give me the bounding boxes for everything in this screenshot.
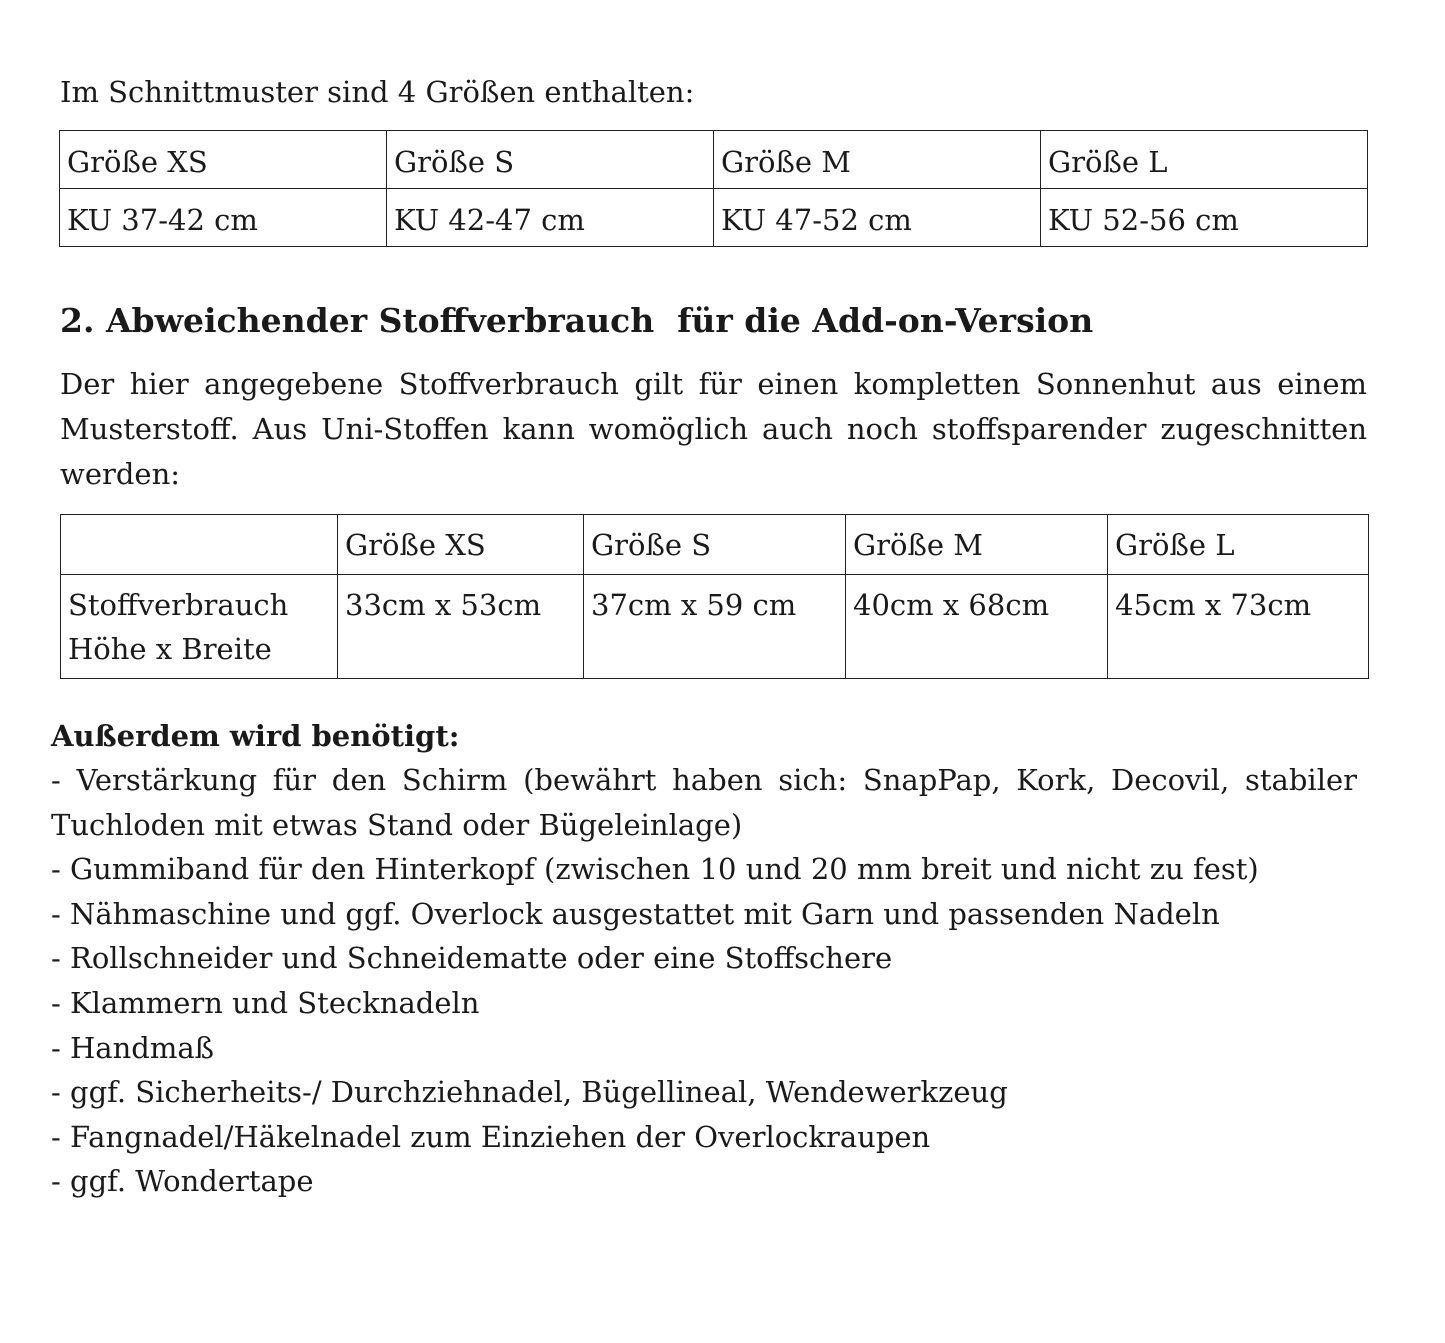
table-cell: Größe L <box>1108 515 1369 575</box>
requirements-title: Außerdem wird benötigt: <box>51 719 460 753</box>
table-cell: Größe S <box>387 131 714 189</box>
table-cell: KU 52-56 cm <box>1041 189 1368 247</box>
list-item: - Rollschneider und Schneidematte oder eine Stoffschere <box>51 941 893 976</box>
table-row <box>60 189 1368 247</box>
table-cell: Größe L <box>1041 131 1368 189</box>
paragraph-line: Der hier angegebene Stoffverbrauch gilt für einen kompletten Sonnenhut aus einem <box>60 367 1367 401</box>
row-label-line: Stoffverbrauch <box>68 588 289 622</box>
table-cell: Größe M <box>846 515 1108 575</box>
table-cell <box>61 515 338 575</box>
table-cell: Größe XS <box>338 515 584 575</box>
section-heading: 2. Abweichender Stoffverbrauch für die Add-on-Version <box>60 301 1094 340</box>
table-cell: KU 37-42 cm <box>60 189 387 247</box>
intro-text: Im Schnittmuster sind 4 Größen enthalten: <box>60 75 695 109</box>
list-item: - ggf. Sicherheits-/ Durchziehnadel, Bügellineal, Wendewerkzeug <box>51 1075 1008 1110</box>
paragraph-line: Musterstoff. Aus Uni-Stoffen kann womöglich auch noch stoffsparender zugeschnitten <box>60 412 1367 446</box>
description-paragraph <box>60 362 1367 497</box>
list-item: - Fangnadel/Häkelnadel zum Einziehen der Overlockraupen <box>51 1119 931 1154</box>
list-item: Tuchloden mit etwas Stand oder Bügeleinlage) <box>51 807 743 842</box>
table-row <box>61 515 1369 575</box>
table-cell: 40cm x 68cm <box>846 575 1108 679</box>
table-cell: KU 42-47 cm <box>387 189 714 247</box>
requirements-list <box>51 758 1357 1204</box>
list-item: - Klammern und Stecknadeln <box>51 985 480 1020</box>
table-cell: Größe XS <box>60 131 387 189</box>
table-row <box>61 575 1369 679</box>
table-cell: 33cm x 53cm <box>338 575 584 679</box>
row-label-cell <box>61 575 338 679</box>
table-row <box>60 131 1368 189</box>
table-cell: 45cm x 73cm <box>1108 575 1369 679</box>
row-label-line: Höhe x Breite <box>68 632 272 666</box>
list-item: - ggf. Wondertape <box>51 1164 314 1199</box>
table-cell: 37cm x 59 cm <box>584 575 846 679</box>
list-item: - Nähmaschine und ggf. Overlock ausgestattet mit Garn und passenden Nadeln <box>51 896 1220 931</box>
list-item: - Verstärkung für den Schirm (bewährt haben sich: SnapPap, Kork, Decovil, stabiler <box>51 763 1357 797</box>
list-item: - Handmaß <box>51 1030 214 1065</box>
list-item: - Gummiband für den Hinterkopf (zwischen 10 und 20 mm breit und nicht zu fest) <box>51 852 1259 887</box>
table-cell: KU 47-52 cm <box>714 189 1041 247</box>
paragraph-line: werden: <box>60 457 181 491</box>
table-cell: Größe S <box>584 515 846 575</box>
sizes-table <box>59 130 1368 247</box>
table-cell: Größe M <box>714 131 1041 189</box>
fabric-usage-table <box>60 514 1369 679</box>
